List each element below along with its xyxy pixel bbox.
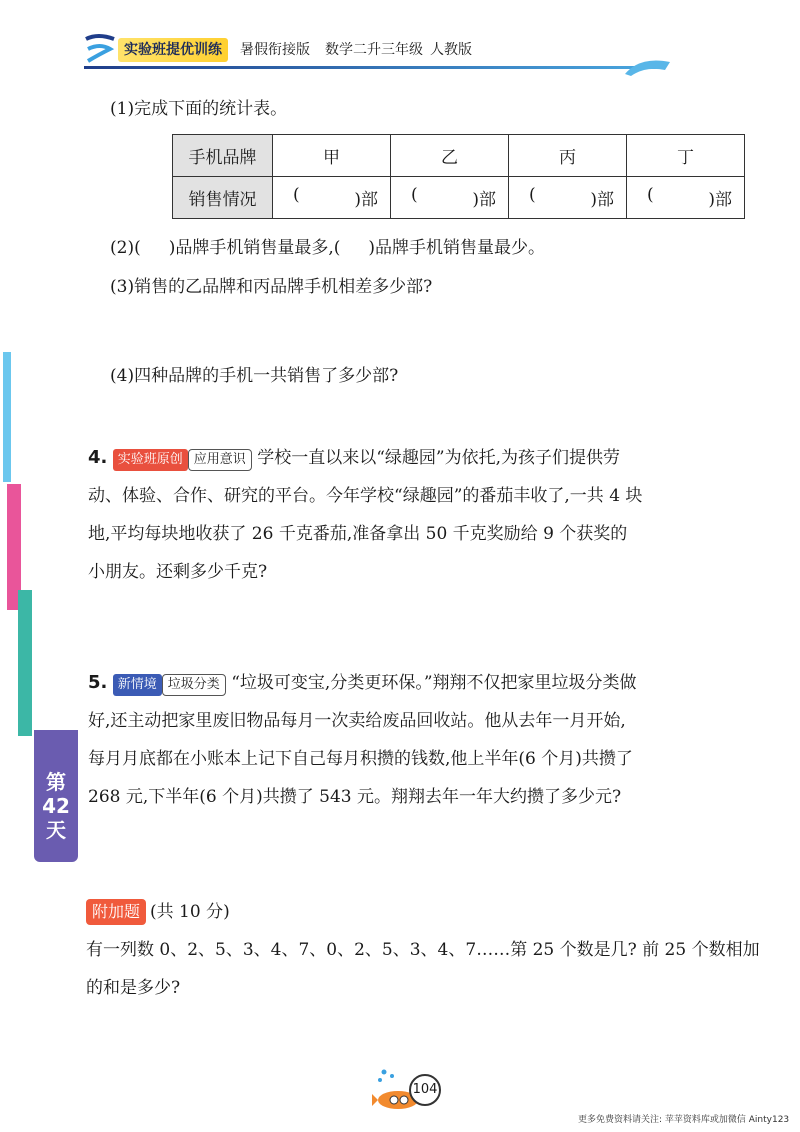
footer-note: 更多免费资料请关注: 苹苹资料库或加微信 Ainty123 [578, 1115, 790, 1125]
header-publisher: 人教版 [430, 42, 472, 58]
sales-table [172, 134, 745, 219]
header-brand: 实验班提优训练 [118, 38, 228, 62]
table-cell-answer-blank[interactable]: ( )部 [627, 177, 745, 219]
q4-tag-original: 实验班原创 [113, 449, 188, 471]
q4-number: 4. [88, 447, 108, 468]
q4-line3: 地,平均每块地收获了 26 千克番茄,准备拿出 50 千克奖励给 9 个获奖的 [88, 524, 628, 544]
table-header-brand: 手机品牌 [173, 135, 273, 177]
q4-line1: 4. 实验班原创 应用意识 学校一直以来以“绿趣园”为依托,为孩子们提供劳 [88, 446, 620, 471]
extra-question-tag: 附加题 [86, 899, 146, 925]
table-row [173, 177, 745, 219]
header-edition: 暑假衔接版 [240, 42, 310, 58]
side-color-tab [3, 352, 11, 482]
table-cell-answer-blank[interactable]: ( )部 [509, 177, 627, 219]
side-color-tab [18, 590, 32, 736]
q5-line2: 好,还主动把家里废旧物品每月一次卖给废品回收站。他从去年一月开始, [88, 711, 626, 731]
table-row [173, 135, 745, 177]
q5-line3: 每月月底都在小账本上记下自己每月积攒的钱数,他上半年(6 个月)共攒了 [88, 749, 633, 769]
table-header-sales: 销售情况 [173, 177, 273, 219]
day-tab: 第 42 天 [34, 730, 78, 862]
extra-line2: 的和是多少? [86, 978, 181, 998]
extra-line1: 有一列数 0、2、5、3、4、7、0、2、5、3、4、7……第 25 个数是几? 前 25 个数相加 [86, 940, 760, 960]
part3-question: (3)销售的乙品牌和丙品牌手机相差多少部? [110, 277, 433, 297]
table-cell-brand: 乙 [391, 135, 509, 177]
q5-number: 5. [88, 672, 108, 693]
header-subject: 数学二升三年级 [325, 42, 423, 58]
extra-score: (共 10 分) [150, 902, 230, 922]
table-cell-answer-blank[interactable]: ( )部 [273, 177, 391, 219]
table-cell-answer-blank[interactable]: ( )部 [391, 177, 509, 219]
page-number: 104 [409, 1074, 441, 1106]
wave-decoration-icon [625, 56, 670, 76]
q5-line4: 268 元,下半年(6 个月)共攒了 543 元。翔翔去年一年大约攒了多少元? [88, 787, 622, 807]
q5-line1: 5. 新情境 垃圾分类 “垃圾可变宝,分类更环保。”翔翔不仅把家里垃圾分类做 [88, 671, 637, 696]
q4-line2: 动、体验、合作、研究的平台。今年学校“绿趣园”的番茄丰收了,一共 4 块 [88, 486, 643, 506]
part1-prompt: (1)完成下面的统计表。 [110, 99, 288, 119]
part2-question: (2)( )品牌手机销售量最多,( )品牌手机销售量最少。 [110, 238, 546, 258]
q5-tag-topic: 垃圾分类 [162, 674, 226, 696]
q4-tag-skill: 应用意识 [188, 449, 252, 471]
table-cell-brand: 丁 [627, 135, 745, 177]
part4-question: (4)四种品牌的手机一共销售了多少部? [110, 366, 399, 386]
table-cell-brand: 甲 [273, 135, 391, 177]
header-divider [84, 66, 664, 69]
q5-tag-context: 新情境 [113, 674, 162, 696]
brand-logo-icon [84, 33, 120, 63]
table-cell-brand: 丙 [509, 135, 627, 177]
q4-line4: 小朋友。还剩多少千克? [88, 562, 268, 582]
